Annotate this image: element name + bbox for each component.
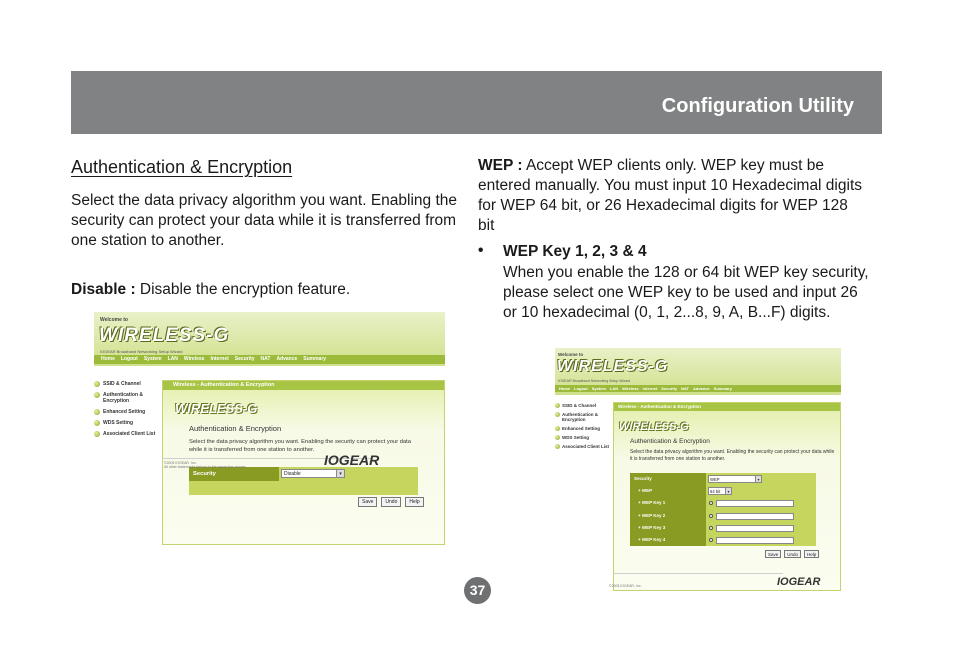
sidebar-item-auth[interactable] — [94, 392, 162, 404]
wep-key2-radio[interactable] — [709, 514, 713, 518]
bullet-icon — [94, 381, 100, 387]
nav-advance[interactable]: Advance — [276, 356, 298, 362]
intro-paragraph: Select the data privacy algorithm you want. Enabling the security can protect your data while it is transferred from one station to another. — [71, 192, 458, 249]
wep-bits-cell — [706, 485, 816, 497]
disable-text: Disable the encryption feature. — [135, 281, 351, 298]
banner — [555, 348, 841, 395]
sidebar-item-clients[interactable] — [555, 444, 613, 449]
sidebar-item-label: Associated Client List — [562, 444, 610, 449]
wep-label: WEP : — [478, 157, 523, 174]
disable-paragraph — [71, 280, 461, 300]
security-row — [189, 467, 418, 481]
panel-title: Authentication & Encryption — [189, 424, 282, 433]
wep-paragraph — [478, 156, 868, 236]
sidebar-item-label: Authentication & Encryption — [103, 392, 143, 404]
wep-key4-cell — [706, 534, 816, 546]
sidebar-item-label: WDS Setting — [562, 435, 589, 440]
security-select[interactable] — [708, 475, 762, 483]
nav-security[interactable]: Security — [234, 356, 255, 362]
disable-label: Disable : — [71, 281, 136, 298]
nav-logout[interactable]: Logout — [574, 386, 588, 391]
sidebar-item-label: Enhanced Setting — [103, 409, 146, 415]
wep-key2-cell — [706, 510, 816, 522]
wep-key3-cell — [706, 522, 816, 534]
empty-value — [279, 481, 418, 495]
save-button[interactable]: Save — [358, 497, 377, 507]
nav-nat[interactable]: NAT — [681, 386, 689, 391]
sidebar-item-label: WDS Setting — [103, 420, 133, 426]
header-bar — [71, 71, 882, 134]
nav-internet[interactable]: Internet — [642, 386, 658, 391]
footer-line-1: ©2003 IOGEAR, Inc. — [164, 461, 197, 465]
sidebar-item-label: Authentication & Encryption — [562, 412, 598, 422]
undo-button[interactable]: Undo — [381, 497, 401, 507]
footer-copyright: ©2003 IOGEAR, Inc. — [609, 584, 642, 588]
sidebar — [555, 403, 613, 453]
wep-bits-select[interactable] — [708, 487, 732, 495]
footer-copyright — [164, 461, 246, 469]
screenshot-wep — [555, 348, 841, 591]
bullet-icon — [555, 426, 560, 431]
nav-nat[interactable]: NAT — [260, 356, 271, 362]
sidebar-item-clients[interactable] — [94, 431, 162, 437]
wep-form — [630, 473, 816, 547]
chevron-down-icon: ▾ — [336, 470, 344, 477]
panel-header: Wireless - Authentication & Encryption — [163, 381, 444, 390]
nav-lan[interactable]: LAN — [167, 356, 178, 362]
panel-title: Authentication & Encryption — [630, 438, 710, 445]
help-button[interactable]: Help — [804, 550, 819, 558]
sidebar-item-label: Enhanced Setting — [562, 426, 601, 431]
banner — [94, 312, 445, 366]
page-number: 37 — [464, 577, 491, 604]
panel-description: Select the data privacy algorithm you want. Enabling the security can protect your data while it is transferred from one station to another. — [630, 449, 835, 462]
bullet-icon — [555, 435, 560, 440]
bullet-icon — [94, 392, 100, 398]
sidebar-item-wds[interactable] — [94, 420, 162, 426]
security-row — [630, 473, 816, 485]
sidebar-item-label: SSID & Channel — [562, 403, 597, 408]
wizard-text: IOGEAR Broadband Networking Setup Wizard — [100, 349, 183, 354]
nav-wireless[interactable]: Wireless — [183, 356, 205, 362]
footer-divider — [613, 573, 783, 574]
wep-bits-label: + WEP — [630, 485, 706, 497]
top-nav — [555, 385, 841, 392]
bullet-icon — [94, 409, 100, 415]
bullet-icon — [555, 412, 560, 417]
nav-summary[interactable]: Summary — [303, 356, 327, 362]
wep-key-row — [630, 497, 816, 509]
sidebar-item-ssid[interactable] — [555, 403, 613, 408]
wep-bits-row — [630, 485, 816, 497]
wep-key2-label: + WEP Key 2 — [630, 510, 706, 522]
security-label: Security — [630, 473, 706, 485]
nav-logout[interactable]: Logout — [120, 356, 138, 362]
welcome-text: Welcome to — [558, 352, 584, 357]
panel-logo: WIRELESS-G — [175, 401, 258, 416]
button-group — [762, 550, 819, 558]
chevron-down-icon: ▾ — [755, 476, 761, 482]
section-title: Authentication & Encryption — [71, 157, 293, 177]
security-value-cell — [706, 473, 816, 485]
sidebar — [94, 381, 162, 442]
wep-key1-label: + WEP Key 1 — [630, 497, 706, 509]
panel-header: Wireless - Authentication & Encryption — [614, 403, 840, 411]
nav-home[interactable]: Home — [559, 386, 571, 391]
wireless-g-logo: WIRELESS-G — [99, 325, 230, 346]
security-label: Security — [189, 467, 279, 481]
wep-key4-label: + WEP Key 4 — [630, 534, 706, 546]
wireless-g-logo: WIRELESS-G — [557, 358, 669, 375]
nav-wireless[interactable]: Wireless — [622, 386, 639, 391]
nav-system[interactable]: System — [143, 356, 162, 362]
security-value-cell — [279, 467, 418, 481]
button-group — [354, 497, 424, 507]
page-title: Configuration Utility — [661, 95, 854, 117]
welcome-text: Welcome to — [100, 317, 128, 323]
wep-key1-input[interactable] — [716, 500, 794, 507]
wep-key4-radio[interactable] — [709, 538, 713, 542]
sidebar-item-auth[interactable] — [555, 412, 613, 422]
security-form — [189, 467, 418, 495]
save-button[interactable]: Save — [765, 550, 781, 558]
iogear-logo: IOGEAR — [777, 576, 821, 588]
wizard-text: IOGEAR Broadband Networking Setup Wizard — [558, 379, 631, 383]
nav-advance[interactable]: Advance — [692, 386, 710, 391]
security-select-value: Disable — [284, 471, 301, 477]
footer-line-2: All other trademarks belong to the respective owners — [164, 465, 246, 469]
wep-key2-input[interactable] — [716, 513, 794, 520]
panel-description: Select the data privacy algorithm you want. Enabling the security can protect your data while it is transferred from one station to another. — [189, 439, 412, 453]
bullet-icon — [555, 403, 560, 408]
bullet-icon — [94, 420, 100, 426]
wep-text: Accept WEP clients only. WEP key must be entered manually. You must input 10 Hexadecimal digits for WEP 64 bit, or 26 Hexadecimal digits for WEP 128 bit — [478, 157, 862, 234]
wep-key-row — [630, 534, 816, 546]
nav-summary[interactable]: Summary — [713, 386, 732, 391]
content-panel — [613, 402, 841, 591]
panel-logo: WIRELESS-G — [619, 421, 689, 433]
bullet-icon — [555, 444, 560, 449]
security-select-value: WEP — [710, 477, 720, 482]
nav-home[interactable]: Home — [101, 356, 115, 362]
empty-row — [189, 481, 418, 495]
chevron-down-icon: ▾ — [725, 488, 731, 494]
bullet-dot: • — [478, 242, 484, 259]
wep-key1-radio[interactable] — [709, 501, 713, 505]
iogear-logo: IOGEAR — [324, 452, 380, 468]
nav-internet[interactable]: Internet — [210, 356, 229, 362]
sidebar-item-ssid[interactable] — [94, 381, 162, 387]
nav-lan[interactable]: LAN — [609, 386, 619, 391]
screenshot-disable — [94, 312, 445, 545]
sidebar-item-label: Associated Client List — [103, 431, 156, 437]
sidebar-item-wds[interactable] — [555, 435, 613, 440]
empty-label — [189, 481, 279, 495]
top-nav — [94, 355, 445, 364]
wep-key3-input[interactable] — [716, 525, 794, 532]
wep-key-row — [630, 510, 816, 522]
wep-key3-radio[interactable] — [709, 526, 713, 530]
sidebar-item-label: SSID & Channel — [103, 381, 141, 387]
sidebar-item-enhanced[interactable] — [94, 409, 162, 415]
bullet-text: When you enable the 128 or 64 bit WEP key security, please select one WEP key to be used and input 26 or 10 hexadecimal (0, 1, 2...8, 9, A, B...F) digits. — [503, 264, 869, 321]
wep-key-row — [630, 522, 816, 534]
wep-key1-cell — [706, 497, 816, 509]
wep-key4-input[interactable] — [716, 537, 794, 544]
bullet-title: WEP Key 1, 2, 3 & 4 — [503, 243, 647, 260]
security-select[interactable] — [281, 469, 345, 478]
wep-bits-value: 64 bit — [710, 489, 721, 495]
help-button[interactable]: Help — [405, 497, 423, 507]
undo-button[interactable]: Undo — [784, 550, 801, 558]
nav-system[interactable]: System — [591, 386, 606, 391]
bullet-icon — [94, 431, 100, 437]
nav-security[interactable]: Security — [661, 386, 678, 391]
wep-key3-label: + WEP Key 3 — [630, 522, 706, 534]
sidebar-item-enhanced[interactable] — [555, 426, 613, 431]
